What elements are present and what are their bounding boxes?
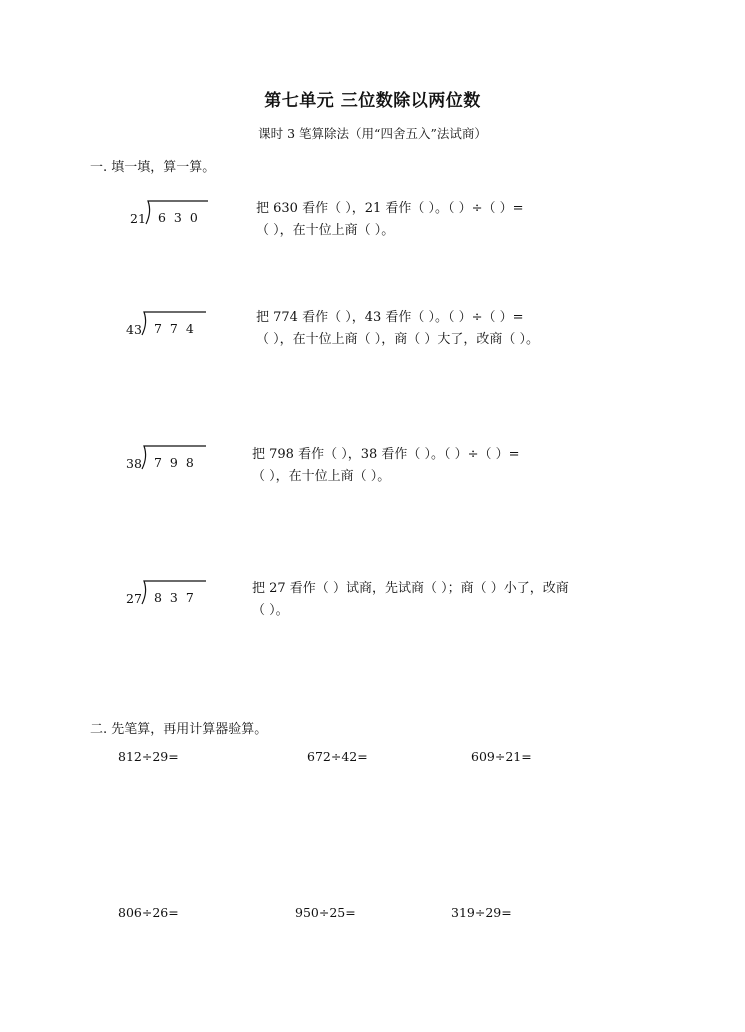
calc-exercise: 609÷21= <box>471 749 532 764</box>
problem-line-2: （ ）。 <box>252 603 289 618</box>
calc-exercise: 806÷26= <box>118 905 179 920</box>
divisor: 43 <box>126 322 142 337</box>
calc-exercise: 319÷29= <box>451 905 512 920</box>
page-title: 第七单元 三位数除以两位数 <box>264 91 481 111</box>
calc-exercise: 950÷25= <box>295 905 356 920</box>
long-division-4 <box>126 576 216 610</box>
dividend: 7 7 4 <box>154 321 196 336</box>
problem-line-1: 把 798 看作（ ），38 看作（ ）。（ ）÷（ ）= <box>252 447 520 462</box>
lesson-subtitle: 课时 3 笔算除法（用“四舍五入”法试商） <box>258 126 487 141</box>
dividend: 7 9 8 <box>154 455 196 470</box>
problem-line-1: 把 27 看作（ ）试商，先试商（ ）；商（ ）小了，改商 <box>252 581 569 596</box>
calc-exercise: 672÷42= <box>307 749 368 764</box>
divisor: 38 <box>126 456 142 471</box>
divisor: 21 <box>130 211 146 226</box>
problem-line-2: （ ），在十位上商（ ）。 <box>252 469 391 484</box>
long-division-1 <box>130 196 220 230</box>
problem-line-2: （ ），在十位上商（ ）。 <box>256 223 395 238</box>
problem-4-text <box>252 578 569 622</box>
calc-exercise: 812÷29= <box>118 749 179 764</box>
long-division-3 <box>126 441 216 475</box>
dividend: 8 3 7 <box>154 590 196 605</box>
problem-line-1: 把 774 看作（ ），43 看作（ ）。（ ）÷（ ）= <box>256 310 524 325</box>
problem-line-1: 把 630 看作（ ），21 看作（ ）。（ ）÷（ ）= <box>256 201 524 216</box>
problem-3-text <box>252 444 520 488</box>
long-division-2 <box>126 307 216 341</box>
divisor: 27 <box>126 591 142 606</box>
section-2-heading: 二. 先笔算，再用计算器验算。 <box>90 722 268 737</box>
dividend: 6 3 0 <box>158 210 200 225</box>
problem-line-2: （ ），在十位上商（ ），商（ ）大了，改商（ ）。 <box>256 332 540 347</box>
problem-1-text <box>256 198 524 242</box>
section-1-heading: 一. 填一填，算一算。 <box>90 160 216 175</box>
problem-2-text <box>256 307 539 351</box>
